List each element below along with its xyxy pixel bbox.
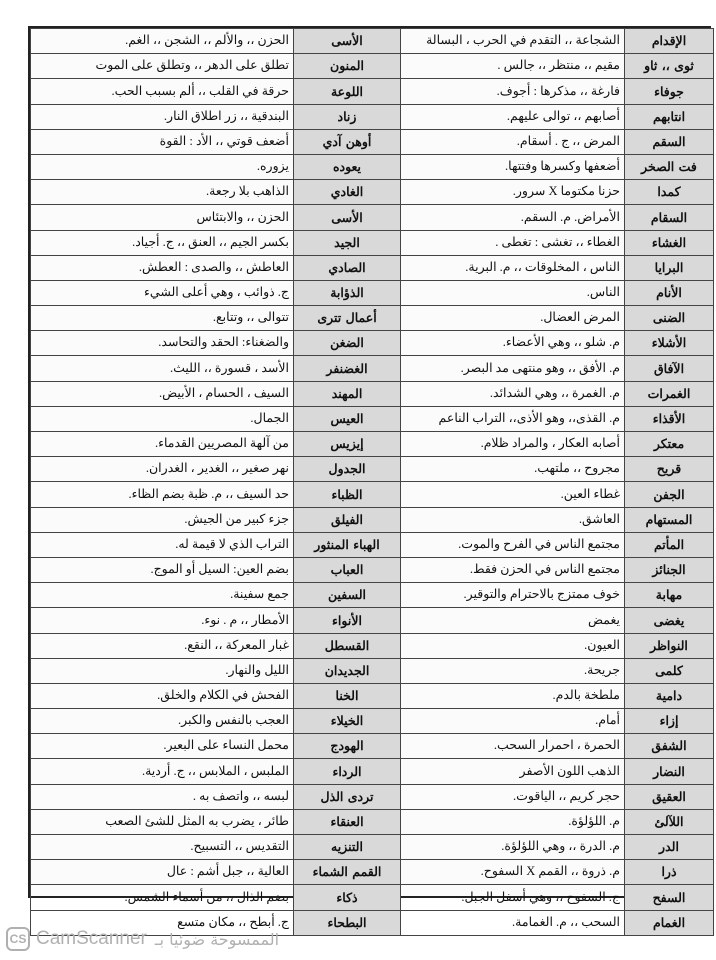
- word-cell: البطحاء: [294, 910, 401, 935]
- meaning-cell: م. الدرة ،، وهي اللؤلؤة.: [401, 835, 625, 860]
- meaning-cell: حجر كريم ،، الياقوت.: [401, 784, 625, 809]
- camscanner-logo-icon: CS: [6, 927, 30, 951]
- word-cell: الجفن: [625, 482, 714, 507]
- word-cell: الدر: [625, 835, 714, 860]
- word-cell: الضغن: [294, 331, 401, 356]
- meaning-cell: ملطخة بالدم.: [401, 683, 625, 708]
- meaning-cell: م. القذى،، وهو الأذى،، التراب الناعم: [401, 406, 625, 431]
- word-cell: الغمام: [625, 910, 714, 935]
- meaning-cell: غبار المعركة ،، النقع.: [31, 633, 294, 658]
- table-row: [31, 54, 714, 79]
- word-cell: زناد: [294, 104, 401, 129]
- camscanner-watermark: [6, 924, 346, 954]
- table-row: [31, 381, 714, 406]
- meaning-cell: مجتمع الناس في الحزن فقط.: [401, 557, 625, 582]
- meaning-cell: الأمطار ،، م . نوء.: [31, 608, 294, 633]
- table-row: [31, 885, 714, 910]
- table-row: [31, 809, 714, 834]
- word-cell: الذؤابة: [294, 280, 401, 305]
- word-cell: الغشاء: [625, 230, 714, 255]
- word-cell: السفين: [294, 583, 401, 608]
- word-cell: العنقاء: [294, 809, 401, 834]
- meaning-cell: ج. ذوائب ، وهي أعلى الشيء: [31, 280, 294, 305]
- table-row: [31, 79, 714, 104]
- word-cell: تردى الذل: [294, 784, 401, 809]
- meaning-cell: العاشق.: [401, 507, 625, 532]
- meaning-cell: فارغة ،، مذكرها : أجوف.: [401, 79, 625, 104]
- meaning-cell: ج. أبطح ،، مكان متسع: [31, 910, 294, 935]
- table-row: [31, 331, 714, 356]
- word-cell: ثوى ،، ثاو: [625, 54, 714, 79]
- word-cell: الجنائز: [625, 557, 714, 582]
- word-cell: البرايا: [625, 255, 714, 280]
- table-row: [31, 709, 714, 734]
- word-cell: العباب: [294, 557, 401, 582]
- table-row: [31, 683, 714, 708]
- word-cell: الفيلق: [294, 507, 401, 532]
- meaning-cell: أضعفها وكسرها وفتتها.: [401, 154, 625, 179]
- meaning-cell: بضم الذال ،، من أسماء الشمس.: [31, 885, 294, 910]
- meaning-cell: الأسد ، قسورة ،، الليث.: [31, 356, 294, 381]
- word-cell: الأسى: [294, 29, 401, 54]
- table-row: [31, 104, 714, 129]
- word-cell: كمدا: [625, 180, 714, 205]
- table-row: [31, 633, 714, 658]
- table-row: [31, 557, 714, 582]
- word-cell: السقم: [625, 129, 714, 154]
- word-cell: القسطل: [294, 633, 401, 658]
- word-cell: الغمرات: [625, 381, 714, 406]
- meaning-cell: م. الأفق ،، وهو منتهى مد البصر.: [401, 356, 625, 381]
- meaning-cell: أصابهم ،، توالى عليهم.: [401, 104, 625, 129]
- meaning-cell: التراب الذي لا قيمة له.: [31, 532, 294, 557]
- table-row: [31, 306, 714, 331]
- word-cell: إزاء: [625, 709, 714, 734]
- word-cell: المستهام: [625, 507, 714, 532]
- table-row: [31, 734, 714, 759]
- word-cell: الخنا: [294, 683, 401, 708]
- word-cell: الأنواء: [294, 608, 401, 633]
- table-row: [31, 457, 714, 482]
- meaning-cell: الحزن ،، والابتئاس: [31, 205, 294, 230]
- word-cell: دامية: [625, 683, 714, 708]
- vocabulary-table-body: [31, 29, 714, 936]
- word-cell: المنون: [294, 54, 401, 79]
- meaning-cell: العالية ،، جبل أشم : عال: [31, 860, 294, 885]
- meaning-cell: تطلق على الدهر ،، وتطلق على الموت: [31, 54, 294, 79]
- word-cell: النواظر: [625, 633, 714, 658]
- meaning-cell: الجمال.: [31, 406, 294, 431]
- table-row: [31, 406, 714, 431]
- word-cell: الضنى: [625, 306, 714, 331]
- word-cell: الأنام: [625, 280, 714, 305]
- meaning-cell: الأمراض. م. السقم.: [401, 205, 625, 230]
- meaning-cell: الحزن ،، والألم ،، الشجن ،، الغم.: [31, 29, 294, 54]
- meaning-cell: طائر ، يضرب به المثل للشئ الصعب: [31, 809, 294, 834]
- word-cell: الرداء: [294, 759, 401, 784]
- word-cell: الجيد: [294, 230, 401, 255]
- word-cell: مهابة: [625, 583, 714, 608]
- table-row: [31, 583, 714, 608]
- meaning-cell: نهر صغير ،، الغدير ، الغدران.: [31, 457, 294, 482]
- meaning-cell: مقيم ،، منتظر ،، جالس .: [401, 54, 625, 79]
- table-row: [31, 482, 714, 507]
- word-cell: ذرا: [625, 860, 714, 885]
- word-cell: أوهن آدي: [294, 129, 401, 154]
- vocabulary-sheet: [28, 26, 711, 930]
- word-cell: ذكاء: [294, 885, 401, 910]
- table-row: [31, 129, 714, 154]
- word-cell: الهباء المنثور: [294, 532, 401, 557]
- meaning-cell: مجتمع الناس في الفرح والموت.: [401, 532, 625, 557]
- word-cell: جوفاء: [625, 79, 714, 104]
- word-cell: الخيلاء: [294, 709, 401, 734]
- meaning-cell: الناس.: [401, 280, 625, 305]
- word-cell: يغضى: [625, 608, 714, 633]
- word-cell: إيزيس: [294, 432, 401, 457]
- word-cell: الصادي: [294, 255, 401, 280]
- word-cell: العيس: [294, 406, 401, 431]
- meaning-cell: جريحة.: [401, 658, 625, 683]
- table-row: [31, 356, 714, 381]
- table-row: [31, 255, 714, 280]
- meaning-cell: المرض العضال.: [401, 306, 625, 331]
- meaning-cell: ج. السفوح ،، وهي أسفل الجبل.: [401, 885, 625, 910]
- word-cell: التنزيه: [294, 835, 401, 860]
- meaning-cell: العجب بالنفس والكبر.: [31, 709, 294, 734]
- meaning-cell: جمع سفينة.: [31, 583, 294, 608]
- word-cell: اللوعة: [294, 79, 401, 104]
- meaning-cell: م. اللؤلؤة.: [401, 809, 625, 834]
- word-cell: الهودج: [294, 734, 401, 759]
- table-row: [31, 532, 714, 557]
- meaning-cell: الذهب اللون الأصفر: [401, 759, 625, 784]
- table-row: [31, 230, 714, 255]
- scanned-with-text: الممسوحة ضوئيا بـ: [154, 929, 280, 949]
- meaning-cell: م. شلو ،، وهي الأعضاء.: [401, 331, 625, 356]
- word-cell: السفح: [625, 885, 714, 910]
- meaning-cell: م. الغمرة ،، وهي الشدائد.: [401, 381, 625, 406]
- meaning-cell: لبسه ،، واتصف به .: [31, 784, 294, 809]
- table-row: [31, 784, 714, 809]
- word-cell: العقيق: [625, 784, 714, 809]
- meaning-cell: السيف ، الحسام ، الأبيض.: [31, 381, 294, 406]
- meaning-cell: الشجاعة ،، التقدم في الحرب ، البسالة: [401, 29, 625, 54]
- word-cell: السقام: [625, 205, 714, 230]
- meaning-cell: يزوره.: [31, 154, 294, 179]
- word-cell: فت الصخر: [625, 154, 714, 179]
- meaning-cell: الملبس ، الملابس ،، ج. أردية.: [31, 759, 294, 784]
- meaning-cell: الحمرة ، احمرار السحب.: [401, 734, 625, 759]
- meaning-cell: خوف ممتزج بالاحترام والتوقير.: [401, 583, 625, 608]
- word-cell: قريح: [625, 457, 714, 482]
- meaning-cell: العيون.: [401, 633, 625, 658]
- word-cell: الأشلاء: [625, 331, 714, 356]
- word-cell: أعمال تترى: [294, 306, 401, 331]
- meaning-cell: حزنا مكتوما X سرور.: [401, 180, 625, 205]
- word-cell: الغادي: [294, 180, 401, 205]
- word-cell: اللآلئ: [625, 809, 714, 834]
- word-cell: الشفق: [625, 734, 714, 759]
- table-row: [31, 154, 714, 179]
- word-cell: النضار: [625, 759, 714, 784]
- word-cell: الجديدان: [294, 658, 401, 683]
- meaning-cell: حرقة في القلب ،، ألم بسبب الحب.: [31, 79, 294, 104]
- word-cell: الأقذاء: [625, 406, 714, 431]
- meaning-cell: بكسر الجيم ،، العنق ،، ج. أجياد.: [31, 230, 294, 255]
- table-row: [31, 180, 714, 205]
- meaning-cell: العاطش ،، والصدى : العطش.: [31, 255, 294, 280]
- meaning-cell: الفحش في الكلام والخلق.: [31, 683, 294, 708]
- table-row: [31, 759, 714, 784]
- meaning-cell: محمل النساء على البعير.: [31, 734, 294, 759]
- meaning-cell: يغمض: [401, 608, 625, 633]
- word-cell: الغضنفر: [294, 356, 401, 381]
- meaning-cell: أضعف قوتي ،، الأد : القوة: [31, 129, 294, 154]
- table-row: [31, 432, 714, 457]
- word-cell: الجدول: [294, 457, 401, 482]
- meaning-cell: البندقية ،، زر اطلاق النار.: [31, 104, 294, 129]
- table-row: [31, 29, 714, 54]
- vocabulary-table: [30, 28, 714, 936]
- word-cell: انتابهم: [625, 104, 714, 129]
- meaning-cell: التقديس ،، التسبيح.: [31, 835, 294, 860]
- meaning-cell: بضم العين: السيل أو الموج.: [31, 557, 294, 582]
- word-cell: الإقدام: [625, 29, 714, 54]
- word-cell: الظباء: [294, 482, 401, 507]
- word-cell: معتكر: [625, 432, 714, 457]
- meaning-cell: أصابه العكار ، والمراد ظلام.: [401, 432, 625, 457]
- word-cell: كلمى: [625, 658, 714, 683]
- camscanner-brand: CamScanner: [36, 928, 147, 949]
- meaning-cell: م. ذروة ،، القمم X السفوح.: [401, 860, 625, 885]
- table-row: [31, 507, 714, 532]
- table-row: [31, 608, 714, 633]
- table-row: [31, 658, 714, 683]
- table-row: [31, 860, 714, 885]
- meaning-cell: حد السيف ،، م. ظبة بضم الظاء.: [31, 482, 294, 507]
- word-cell: المهند: [294, 381, 401, 406]
- word-cell: الآفاق: [625, 356, 714, 381]
- meaning-cell: الناس ، المخلوقات ،، م. البرية.: [401, 255, 625, 280]
- word-cell: المأتم: [625, 532, 714, 557]
- table-row: [31, 835, 714, 860]
- word-cell: يعوده: [294, 154, 401, 179]
- meaning-cell: الذاهب بلا رجعة.: [31, 180, 294, 205]
- word-cell: القمم الشماء: [294, 860, 401, 885]
- meaning-cell: السحب ،، م. الغمامة.: [401, 910, 625, 935]
- meaning-cell: الغطاء ،، تغشى : تغطى .: [401, 230, 625, 255]
- meaning-cell: الليل والنهار.: [31, 658, 294, 683]
- meaning-cell: تتوالى ،، وتتابع.: [31, 306, 294, 331]
- table-row: [31, 205, 714, 230]
- meaning-cell: جزء كبير من الجيش.: [31, 507, 294, 532]
- meaning-cell: مجروح ،، ملتهب.: [401, 457, 625, 482]
- meaning-cell: غطاء العين.: [401, 482, 625, 507]
- meaning-cell: أمام.: [401, 709, 625, 734]
- table-row: [31, 280, 714, 305]
- meaning-cell: من آلهة المصريين القدماء.: [31, 432, 294, 457]
- word-cell: الأسى: [294, 205, 401, 230]
- meaning-cell: المرض ،، ج . أسقام.: [401, 129, 625, 154]
- meaning-cell: والضغناء: الحقد والتحاسد.: [31, 331, 294, 356]
